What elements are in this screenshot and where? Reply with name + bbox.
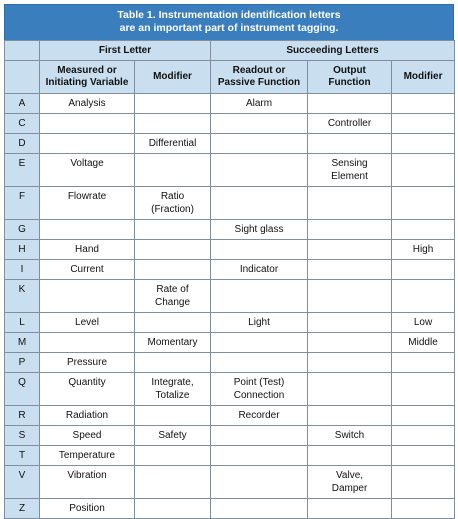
table-row [5, 373, 455, 406]
row-letter: T [5, 446, 40, 466]
column-header-readout [211, 61, 308, 94]
table-row [5, 94, 455, 114]
cell-modifier1 [135, 260, 211, 280]
cell-modifier1 [135, 220, 211, 240]
corner-cell [5, 41, 40, 61]
table-title-line-1: Table 1. Instrumentation identification letters [117, 9, 341, 21]
column-header-output [308, 61, 392, 94]
cell-measured: Current [40, 260, 135, 280]
cell-measured: Vibration [40, 466, 135, 499]
table-row [5, 313, 455, 333]
cell-measured [40, 134, 135, 154]
cell-output-line: Element [331, 171, 368, 182]
cell-modifier1 [135, 240, 211, 260]
cell-measured [40, 333, 135, 353]
cell-modifier1 [135, 280, 211, 313]
cell-measured: Flowrate [40, 187, 135, 220]
cell-modifier1 [135, 313, 211, 333]
row-letter: G [5, 220, 40, 240]
cell-modifier1 [135, 114, 211, 134]
column-header-output-line-1: Output [333, 65, 366, 76]
cell-measured: Voltage [40, 154, 135, 187]
column-header-output-line-2: Function [328, 77, 371, 88]
cell-measured: Hand [40, 240, 135, 260]
cell-modifier1-line: Totalize [155, 390, 190, 401]
column-header-measured-line-2: Initiating Variable [45, 77, 129, 88]
cell-output [308, 280, 392, 313]
row-letter: P [5, 353, 40, 373]
cell-modifier2 [392, 373, 455, 406]
cell-modifier1 [135, 499, 211, 519]
cell-modifier2 [392, 260, 455, 280]
cell-modifier2 [392, 187, 455, 220]
cell-measured: Temperature [40, 446, 135, 466]
cell-readout [211, 426, 308, 446]
cell-readout [211, 187, 308, 220]
cell-readout: Sight glass [211, 220, 308, 240]
cell-output [308, 333, 392, 353]
cell-readout [211, 446, 308, 466]
cell-output [308, 313, 392, 333]
table-row [5, 466, 455, 499]
cell-readout-line: Point (Test) [233, 377, 285, 388]
cell-output [308, 187, 392, 220]
cell-modifier1-line: Change [154, 297, 191, 308]
cell-modifier1 [135, 466, 211, 499]
row-letter: K [5, 280, 40, 313]
cell-modifier1: Momentary [135, 333, 211, 353]
row-letter: Q [5, 373, 40, 406]
row-letter: D [5, 134, 40, 154]
cell-modifier2 [392, 499, 455, 519]
cell-modifier1 [135, 187, 211, 220]
cell-readout [211, 154, 308, 187]
table-title-line-2: are an important part of instrument tagging. [119, 22, 339, 34]
cell-readout [211, 114, 308, 134]
cell-readout [211, 240, 308, 260]
cell-modifier1 [135, 94, 211, 114]
cell-modifier1: Differential [135, 134, 211, 154]
cell-modifier2: Middle [392, 333, 455, 353]
group-header-first-letter: First Letter [40, 41, 211, 61]
cell-modifier1 [135, 446, 211, 466]
identification-letters-table [4, 40, 455, 519]
table-row [5, 260, 455, 280]
table-row [5, 406, 455, 426]
cell-output [308, 406, 392, 426]
column-header-readout-line-1: Readout or [232, 65, 286, 76]
cell-measured: Position [40, 499, 135, 519]
cell-modifier1: Safety [135, 426, 211, 446]
cell-modifier2 [392, 280, 455, 313]
cell-modifier1 [135, 353, 211, 373]
cell-output [308, 446, 392, 466]
cell-readout: Light [211, 313, 308, 333]
row-letter: E [5, 154, 40, 187]
cell-output: Switch [308, 426, 392, 446]
cell-modifier2: Low [392, 313, 455, 333]
cell-modifier2 [392, 114, 455, 134]
cell-readout [211, 466, 308, 499]
table-row [5, 353, 455, 373]
cell-modifier2: High [392, 240, 455, 260]
table-row [5, 220, 455, 240]
cell-modifier1 [135, 154, 211, 187]
cell-readout: Recorder [211, 406, 308, 426]
cell-readout: Indicator [211, 260, 308, 280]
cell-readout-line: Connection [233, 390, 285, 401]
cell-output [308, 499, 392, 519]
cell-output-line: Sensing [331, 158, 368, 169]
row-letter: V [5, 466, 40, 499]
cell-measured: Speed [40, 426, 135, 446]
row-letter: S [5, 426, 40, 446]
cell-modifier1-line: (Fraction) [151, 204, 194, 215]
cell-modifier2 [392, 426, 455, 446]
table-row [5, 240, 455, 260]
table-row [5, 446, 455, 466]
group-header-succeeding-letters: Succeeding Letters [211, 41, 455, 61]
cell-output [308, 154, 392, 187]
table-row [5, 426, 455, 446]
table-title [4, 4, 454, 40]
cell-output [308, 240, 392, 260]
cell-modifier2 [392, 466, 455, 499]
cell-readout [211, 499, 308, 519]
cell-readout [211, 333, 308, 353]
cell-output-line: Damper [331, 483, 368, 494]
cell-readout [211, 353, 308, 373]
cell-modifier1-line: Integrate, [151, 377, 194, 388]
table-row [5, 280, 455, 313]
cell-measured: Analysis [40, 94, 135, 114]
row-letter: A [5, 94, 40, 114]
cell-modifier2 [392, 154, 455, 187]
table-body [5, 94, 455, 519]
column-header-readout-line-2: Passive Function [217, 77, 301, 88]
table-row [5, 154, 455, 187]
cell-readout: Alarm [211, 94, 308, 114]
row-letter: C [5, 114, 40, 134]
cell-output [308, 260, 392, 280]
cell-output [308, 466, 392, 499]
cell-measured [40, 220, 135, 240]
cell-output [308, 353, 392, 373]
cell-readout [211, 134, 308, 154]
table-row [5, 114, 455, 134]
cell-output [308, 134, 392, 154]
cell-measured: Level [40, 313, 135, 333]
table-row [5, 187, 455, 220]
instrumentation-table-figure [4, 4, 454, 519]
column-header-measured [40, 61, 135, 94]
cell-modifier2 [392, 134, 455, 154]
row-letter: I [5, 260, 40, 280]
cell-modifier2 [392, 446, 455, 466]
cell-modifier1 [135, 406, 211, 426]
cell-output-line: Valve, [335, 470, 364, 481]
cell-measured [40, 280, 135, 313]
row-letter: Z [5, 499, 40, 519]
cell-output [308, 220, 392, 240]
cell-modifier2 [392, 406, 455, 426]
column-header-modifier-succeeding: Modifier [392, 61, 455, 94]
cell-modifier1 [135, 373, 211, 406]
cell-output [308, 373, 392, 406]
cell-measured: Radiation [40, 406, 135, 426]
cell-measured: Pressure [40, 353, 135, 373]
cell-output: Controller [308, 114, 392, 134]
cell-measured [40, 114, 135, 134]
cell-modifier2 [392, 353, 455, 373]
cell-readout [211, 280, 308, 313]
row-letter: H [5, 240, 40, 260]
column-header-modifier-first: Modifier [135, 61, 211, 94]
cell-readout [211, 373, 308, 406]
table-row [5, 134, 455, 154]
row-letter: L [5, 313, 40, 333]
cell-modifier1-line: Rate of [156, 284, 189, 295]
cell-measured: Quantity [40, 373, 135, 406]
row-letter: R [5, 406, 40, 426]
row-letter: M [5, 333, 40, 353]
cell-modifier1-line: Ratio [160, 191, 185, 202]
cell-modifier2 [392, 220, 455, 240]
cell-modifier2 [392, 94, 455, 114]
table-row [5, 499, 455, 519]
cell-output [308, 94, 392, 114]
column-header-measured-line-1: Measured or [57, 65, 117, 76]
table-row [5, 333, 455, 353]
letter-column-header [5, 61, 40, 94]
row-letter: F [5, 187, 40, 220]
